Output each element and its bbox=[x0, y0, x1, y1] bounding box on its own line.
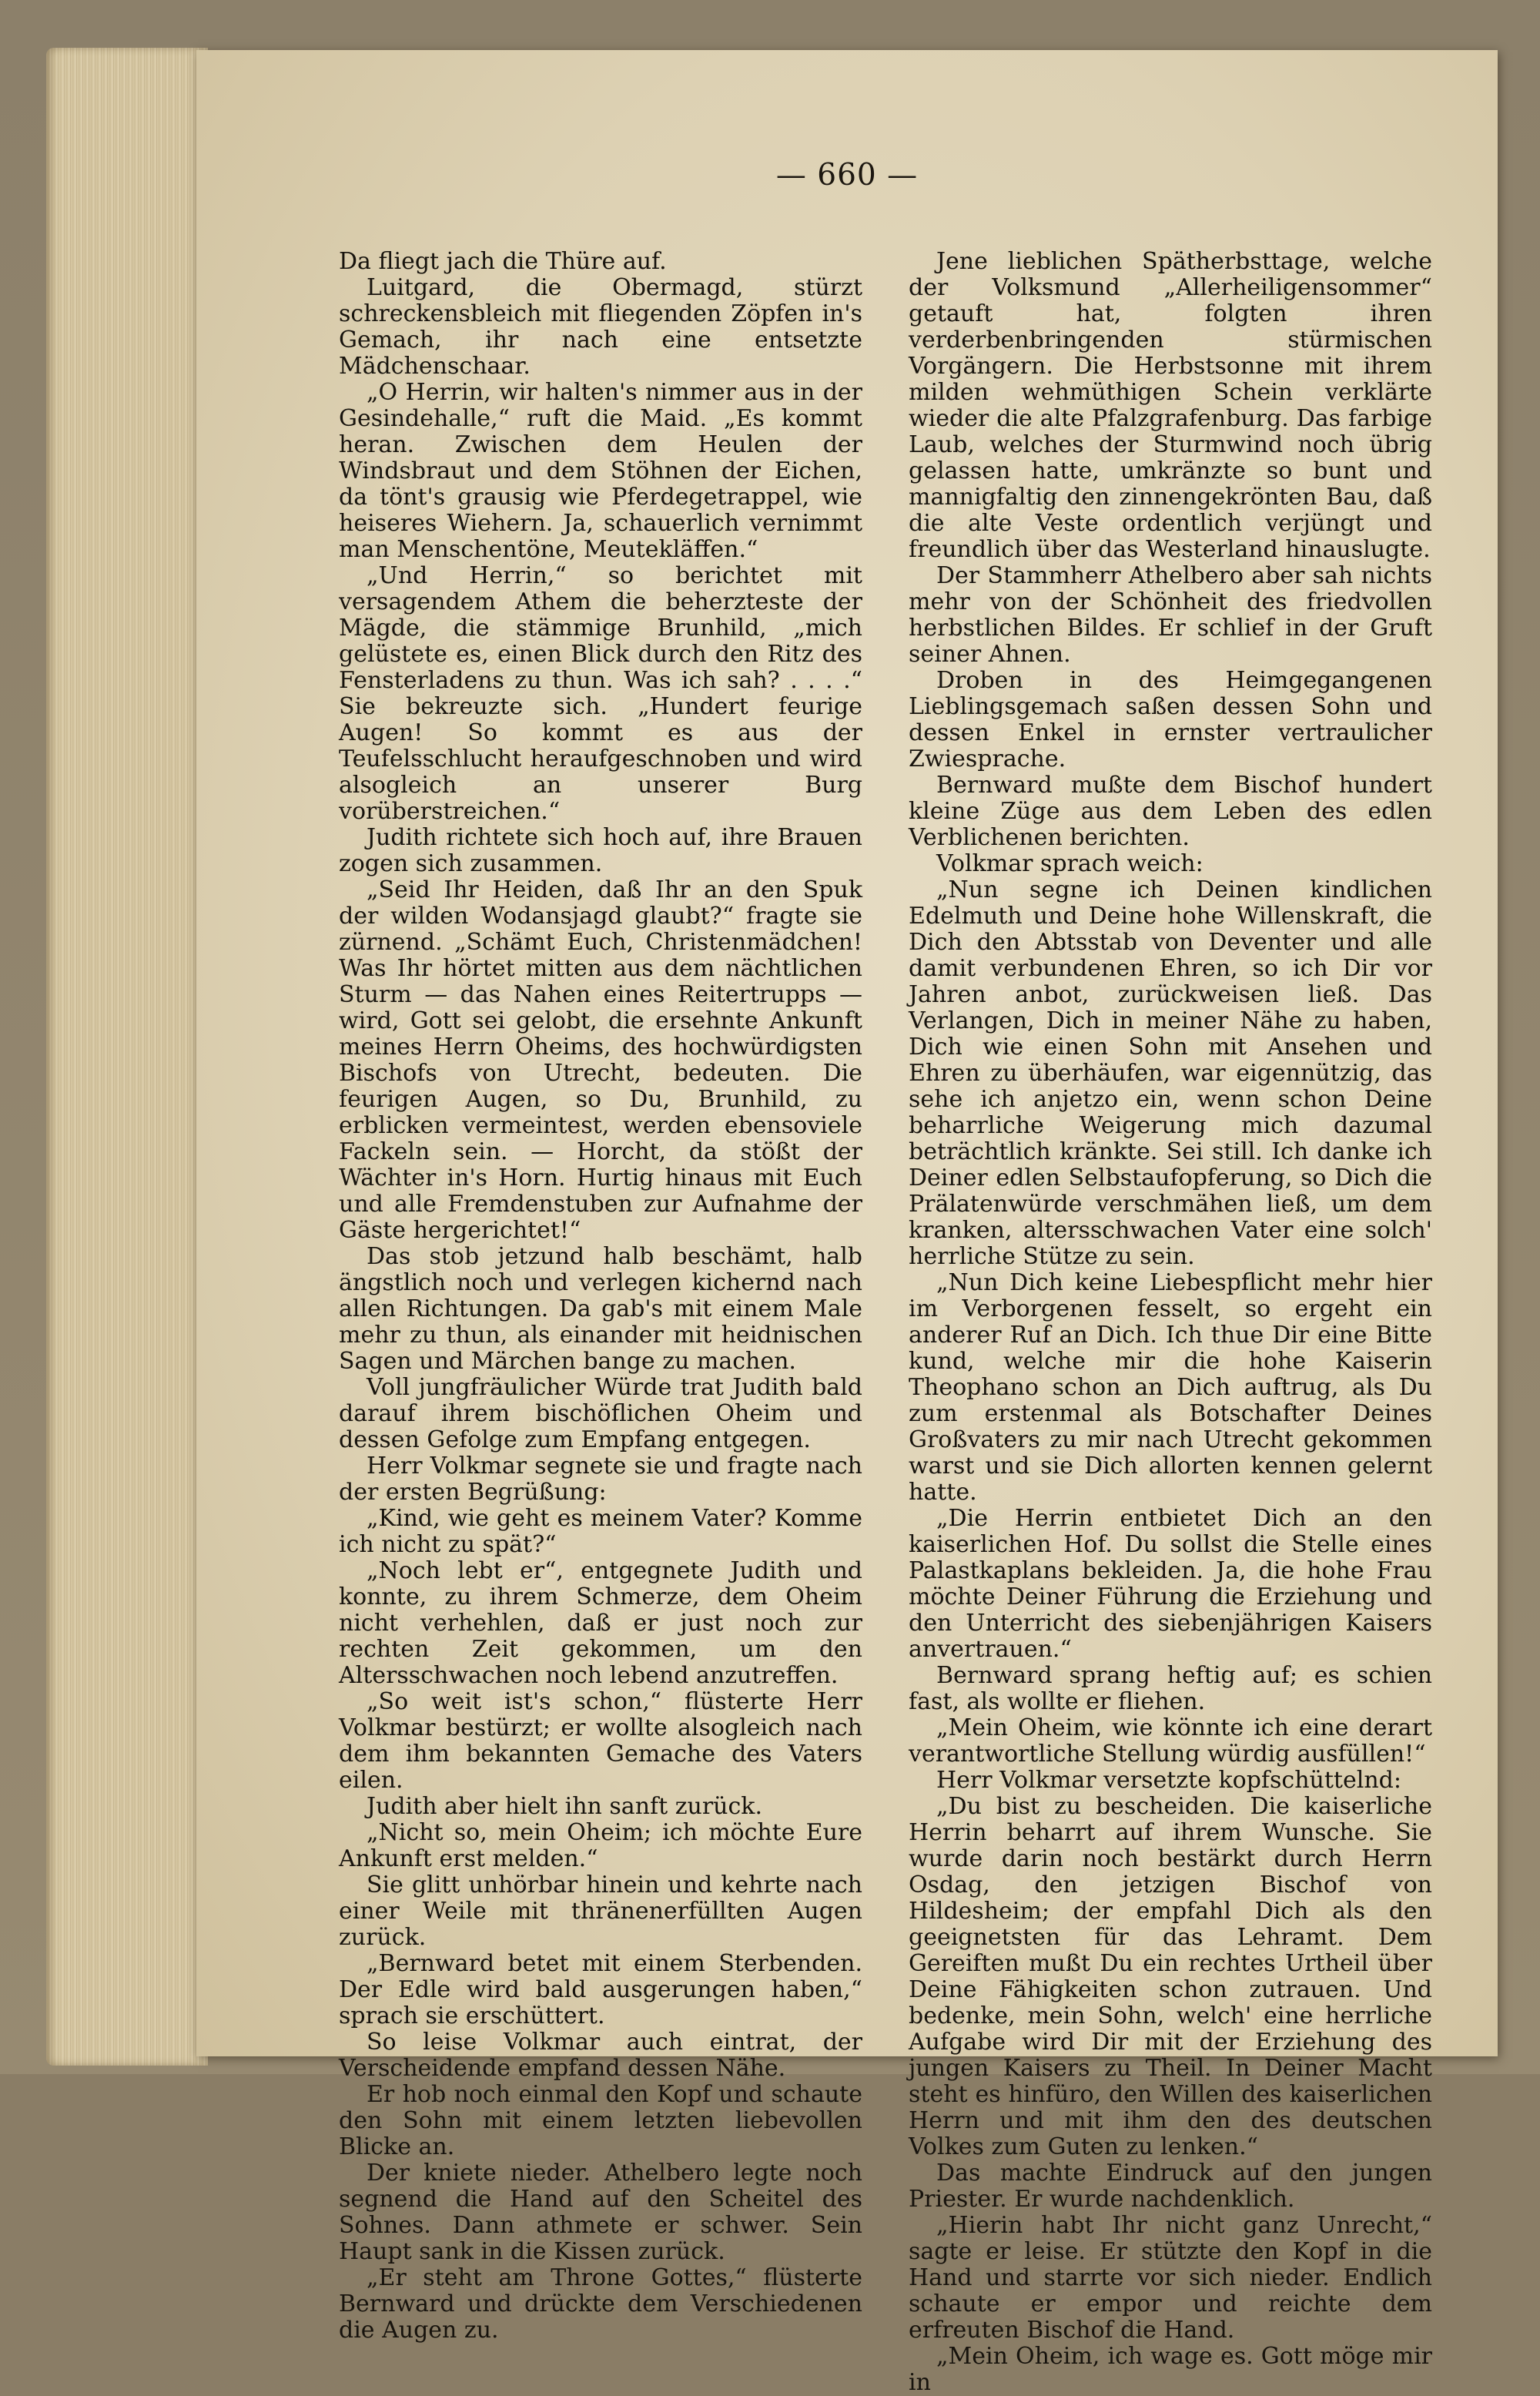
paragraph: „Mein Oheim, wie könnte ich eine derart verantwortliche Stellung würdig ausfüllen!“ bbox=[909, 1714, 1432, 1768]
paragraph: „Und Herrin,“ so berichtet mit versagendem Athem die beherzteste der Mägde, die stämmige Brunhild, „mich gelüstete es, einen Blick durch den Ritz des Fensterladens zu thun. Was ich sah? . . . .“ Sie bekreuzte sich. „Hundert feurige Augen! So kommt es aus der Teufelsschlucht heraufgeschnoben und wird alsogleich an unserer Burg vorüberstreichen.“ bbox=[339, 562, 862, 825]
paragraph: Sie glitt unhörbar hinein und kehrte nach einer Weile mit thränenerfüllten Augen zurück. bbox=[339, 1872, 862, 1951]
paragraph: Herr Volkmar versetzte kopfschüttelnd: bbox=[936, 1767, 1401, 1794]
page-number: — 660 — bbox=[775, 158, 919, 193]
paragraph: Judith richtete sich hoch auf, ihre Brauen zogen sich zusammen. bbox=[339, 824, 862, 877]
paragraph: „Noch lebt er“, entgegnete Judith und konnte, zu ihrem Schmerze, dem Oheim nicht verhehlen, daß er just noch zur rechten Zeit gekommen, um den Altersschwachen noch lebend anzutreffen. bbox=[339, 1557, 862, 1689]
paragraph: „Bernward betet mit einem Sterbenden. Der Edle wird bald ausgerungen haben,“ sprach sie erschüttert. bbox=[339, 1950, 862, 2029]
paragraph: „Seid Ihr Heiden, daß Ihr an den Spuk der wilden Wodansjagd glaubt?“ fragte sie zürnend. „Schämt Euch, Christenmädchen! Was Ihr hörtet mitten aus dem nächtlichen Sturm — das Nahen eines Reitertrupps — wird, Gott sei gelobt, die ersehnte Ankunft meines Herrn Oheims, des hochwürdigsten Bischofs von Utrecht, bedeuten. Die feurigen Augen, so Du, Brunhild, zu erblicken vermeintest, werden ebensoviele Fackeln sein. — Horcht, da stößt der Wächter in's Horn. Hurtig hinaus mit Euch und alle Fremdenstuben zur Aufnahme der Gäste hergerichtet!“ bbox=[339, 876, 862, 1244]
paragraph: Bernward mußte dem Bischof hundert kleine Züge aus dem Leben des edlen Verblichenen berichten. bbox=[909, 772, 1432, 851]
left-column bbox=[339, 249, 862, 2344]
paragraph: „Nun segne ich Deinen kindlichen Edelmuth und Deine hohe Willenskraft, die Dich den Abtsstab von Deventer und alle damit verbundenen Ehren, so ich Dir vor Jahren anbot, zurückweisen ließ. Das Verlangen, Dich in meiner Nähe zu haben, Dich wie einen Sohn mit Ansehen und Ehren zu überhäufen, war eigennützig, das sehe ich anjetzo ein, wenn schon Deine beharrliche Weigerung mich dazumal beträchtlich kränkte. Sei still. Ich danke ich Deiner edlen Selbstaufopferung, so Dich die Prälatenwürde verschmähen ließ, um dem kranken, altersschwachen Vater eine solch' herrliche Stütze zu sein. bbox=[909, 876, 1432, 1270]
paragraph: „Er steht am Throne Gottes,“ flüsterte Bernward und drückte dem Verschiedenen die Augen zu. bbox=[339, 2264, 862, 2344]
paragraph: „O Herrin, wir halten's nimmer aus in der Gesindehalle,“ ruft die Maid. „Es kommt heran. Zwischen dem Heulen der Windsbraut und dem Stöhnen der Eichen, da tönt's grausig wie Pferdegetrappel, wie heiseres Wiehern. Ja, schauerlich vernimmt man Menschentöne, Meutekläffen.“ bbox=[339, 379, 862, 563]
paragraph: So leise Volkmar auch eintrat, der Verscheidende empfand dessen Nähe. bbox=[339, 2029, 862, 2082]
page-edges bbox=[46, 48, 208, 2066]
paragraph: Judith aber hielt ihn sanft zurück. bbox=[367, 1793, 763, 1820]
paragraph: „Nicht so, mein Oheim; ich möchte Eure Ankunft erst melden.“ bbox=[339, 1819, 862, 1872]
paragraph: Der Stammherr Athelbero aber sah nichts mehr von der Schönheit des friedvollen herbstlichen Bildes. Er schlief in der Gruft seiner Ahnen. bbox=[909, 562, 1432, 668]
paragraph: Bernward sprang heftig auf; es schien fast, als wollte er fliehen. bbox=[909, 1662, 1432, 1715]
paragraph: „Kind, wie geht es meinem Vater? Komme ich nicht zu spät?“ bbox=[339, 1505, 862, 1558]
paragraph: Das machte Eindruck auf den jungen Priester. Er wurde nachdenklich. bbox=[909, 2160, 1432, 2213]
paragraph: „Hierin habt Ihr nicht ganz Unrecht,“ sagte er leise. Er stützte den Kopf in die Hand und starrte vor sich nieder. Endlich schaute er empor und reichte dem erfreuten Bischof die Hand. bbox=[909, 2212, 1432, 2344]
paragraph: Droben in des Heimgegangenen Lieblingsgemach saßen dessen Sohn und dessen Enkel in ernster vertraulicher Zwiesprache. bbox=[909, 667, 1432, 772]
paragraph: Er hob noch einmal den Kopf und schaute den Sohn mit einem letzten liebevollen Blicke an. bbox=[339, 2081, 862, 2160]
right-column bbox=[909, 249, 1432, 2396]
paragraph: Das stob jetzund halb beschämt, halb ängstlich noch und verlegen kichernd nach allen Richtungen. Da gab's mit einem Male mehr zu thun, als einander mit heidnischen Sagen und Märchen bange zu machen. bbox=[339, 1243, 862, 1375]
paragraph: Luitgard, die Obermagd, stürzt schreckensbleich mit fliegenden Zöpfen in's Gemach, ihr nach eine entsetzte Mädchenschaar. bbox=[339, 274, 862, 380]
paragraph: „Du bist zu bescheiden. Die kaiserliche Herrin beharrt auf ihrem Wunsche. Sie wurde darin noch bestärkt durch Herrn Osdag, den jetzigen Bischof von Hildesheim; der empfahl Dich als den geeignetsten für das Lehramt. Dem Gereiften mußt Du ein rechtes Urtheil über Deine Fähigkeiten schon zutrauen. Und bedenke, mein Sohn, welch' eine herrliche Aufgabe wird Dir mit der Erziehung des jungen Kaisers zu Theil. In Deiner Macht steht es hinfüro, den Willen des kaiserlichen Herrn und mit ihm den des deutschen Volkes zum Guten zu lenken.“ bbox=[909, 1793, 1432, 2160]
paragraph: „Die Herrin entbietet Dich an den kaiserlichen Hof. Du sollst die Stelle eines Palastkaplans bekleiden. Ja, die hohe Frau möchte Deiner Führung die Erziehung und den Unterricht des siebenjährigen Kaisers anvertrauen.“ bbox=[909, 1505, 1432, 1663]
paragraph: Da fliegt jach die Thüre auf. bbox=[339, 248, 667, 275]
paragraph: „So weit ist's schon,“ flüsterte Herr Volkmar bestürzt; er wollte alsogleich nach dem ihm bekannten Gemache des Vaters eilen. bbox=[339, 1688, 862, 1794]
paragraph: Voll jungfräulicher Würde trat Judith bald darauf ihrem bischöflichen Oheim und dessen Gefolge zum Empfang entgegen. bbox=[339, 1374, 862, 1453]
book-page bbox=[196, 50, 1498, 2396]
paragraph: Volkmar sprach weich: bbox=[936, 850, 1204, 877]
paragraph: „Mein Oheim, ich wage es. Gott möge mir in bbox=[909, 2343, 1432, 2396]
paragraph: Herr Volkmar segnete sie und fragte nach der ersten Begrüßung: bbox=[339, 1453, 862, 1506]
paragraph: Der kniete nieder. Athelbero legte noch segnend die Hand auf den Scheitel des Sohnes. Dann athmete er schwer. Sein Haupt sank in die Kissen zurück. bbox=[339, 2160, 862, 2265]
paragraph: „Nun Dich keine Liebespflicht mehr hier im Verborgenen fesselt, so ergeht ein anderer Ruf an Dich. Ich thue Dir eine Bitte kund, welche mir die hohe Kaiserin Theophano schon an Dich auftrug, als Du zum erstenmal als Botschafter Deines Großvaters zu mir nach Utrecht gekommen warst und sie Dich allorten kennen gelernt hatte. bbox=[909, 1269, 1432, 1506]
paragraph: Jene lieblichen Spätherbsttage, welche der Volksmund „Allerheiligensommer“ getauft hat, folgten ihren verderbenbringenden stürmischen Vorgängern. Die Herbstsonne mit ihrem milden wehmüthigen Schein verklärte wieder die alte Pfalzgrafenburg. Das farbige Laub, welches der Sturmwind noch übrig gelassen hatte, umkränzte so bunt und mannigfaltig den zinnengekrönten Bau, daß die alte Veste ordentlich verjüngt und freundlich über das Westerland hinauslugte. bbox=[909, 248, 1432, 563]
